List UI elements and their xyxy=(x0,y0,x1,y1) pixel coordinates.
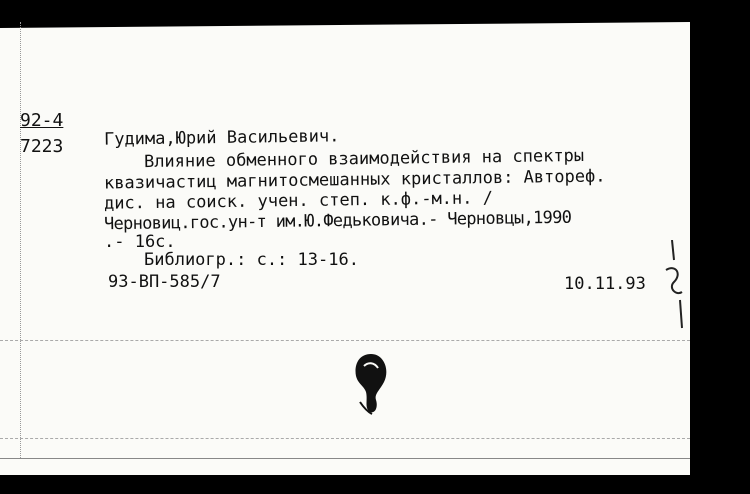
card-divider xyxy=(0,340,690,341)
card-edge-marks xyxy=(0,22,21,474)
title-line-2: квазичастиц магнитосмешанных кристаллов: Автореф. xyxy=(103,166,606,194)
title-line-3: дис. на соиск. учен. степ. к.ф.-м.н. / xyxy=(103,188,494,214)
bibliography-note: Библиогр.: с.: 13-16. xyxy=(144,250,359,270)
author-heading: Гудима,Юрий Васильевич. xyxy=(103,126,340,150)
pages-line: .- 16с. xyxy=(104,232,176,252)
call-number-author: 7223 xyxy=(20,136,64,157)
library-stamp-icon xyxy=(350,352,392,416)
handwritten-mark xyxy=(662,240,690,330)
call-number-class: 92-4 xyxy=(20,110,64,131)
card-bottom-strip xyxy=(0,458,690,475)
publisher-line: Черновиц.гос.ун-т им.Ю.Федьковича.- Черновцы,1990 xyxy=(103,207,572,235)
date-stamp: 10.11.93 xyxy=(564,274,646,294)
title-line-1: Влияние обменного взаимодействия на спектры xyxy=(143,145,585,173)
card-divider-lower xyxy=(0,438,690,439)
accession-number: 93-ВП-585/7 xyxy=(108,272,221,292)
